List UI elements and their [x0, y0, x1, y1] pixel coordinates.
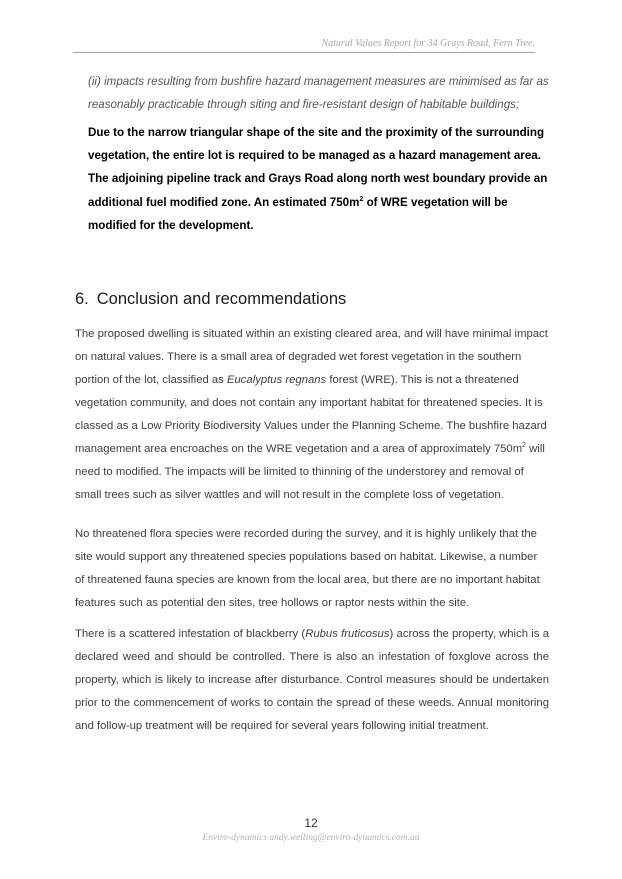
para1-text-c: will need to modified. The impacts will be limited to thinning of the understorey and removal of small trees such as silver wattles and will not result in the complete loss of vegetation. [75, 443, 545, 502]
header-rule [73, 52, 535, 53]
para3-species-name: Rubus fruticosus [305, 628, 390, 641]
page-number: 12 [304, 816, 318, 830]
bushfire-response [75, 121, 549, 237]
para1-superscript: 2 [522, 442, 527, 450]
page-content [75, 70, 549, 746]
section-heading [75, 287, 549, 311]
response-superscript: 2 [359, 195, 364, 203]
section-title: Conclusion and recommendations [96, 290, 347, 309]
criterion-text: (ii) impacts resulting from bushfire hazard management measures are minimised as far as reasonably practicable through siting and fire-resistant design of habitable buildings; [88, 75, 549, 111]
para3-text-b: ) across the property, which is a declared weed and should be controlled. There is also an infestation of foxglove across the property, which is likely to increase after disturbance. Control measures should be undertaken prior to the commencement of works to contain the spread of these weeds. Annual monitoring and follow-up treatment will be required for several years following initial treatment. [75, 628, 550, 733]
para1-species-name: Eucalyptus regnans [226, 374, 327, 387]
response-text-2: of WRE vegetation will be modified for the development. [88, 195, 508, 232]
para1-text-b: forest (WRE). This is not a threatened vegetation community, and does not contain any important habitat for threatened species. It is classed as a Low Priority Biodiversity Values under the Planning Scheme. The bushfire hazard management area encroaches on the WRE vegetation and a area of approximately 750m [75, 374, 547, 456]
running-header: Natural Values Report for 34 Grays Road, Fern Tree. [321, 38, 535, 49]
para1-text-a: The proposed dwelling is situated within an existing cleared area, and will have minimal impact on natural values. There is a small area of degraded wet forest vegetation in the southern portion of the lot, classified as [75, 328, 548, 387]
page-footer: Enviro-dynamics andy.welling@enviro-dynamics.com.au [202, 833, 420, 843]
para3-text-a: There is a scattered infestation of blackberry ( [75, 628, 306, 641]
paragraph-dwelling [75, 323, 549, 507]
response-text-1: Due to the narrow triangular shape of the site and the proximity of the surrounding vegetation, the entire lot is required to be managed as a hazard management area. The adjoining pipeline track and Grays Road along north west boundary provide an additional fuel modified zone. An estimated 750m [88, 126, 548, 209]
paragraph-threatened-species: No threatened flora species were recorded during the survey, and it is highly unlikely that the site would support any threatened species populations based on habitat. Likewise, a number of threatened fauna species are known from the local area, but there are no important habitat features such as potential den sites, tree hollows or raptor nests within the site. [75, 528, 540, 610]
paragraph-weeds [75, 623, 549, 738]
section-number: 6. [75, 290, 89, 309]
